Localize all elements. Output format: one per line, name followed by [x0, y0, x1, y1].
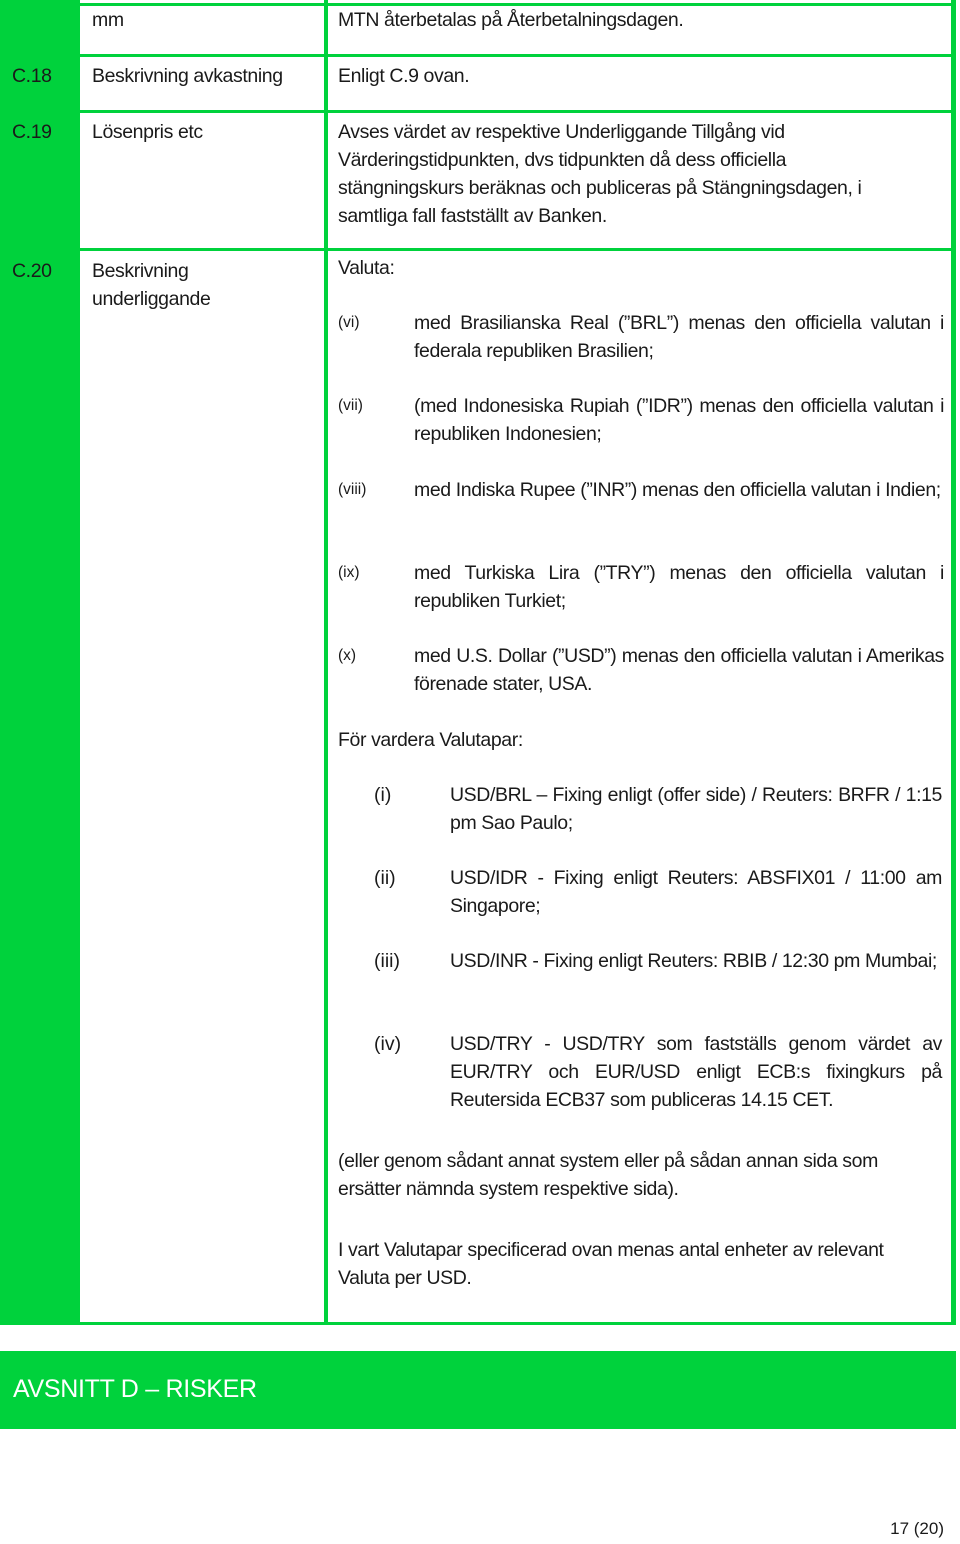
- item-number: (iii): [374, 950, 400, 972]
- row-body: MTN återbetalas på Återbetalningsdagen.: [338, 9, 684, 31]
- item-number: (iv): [374, 1033, 402, 1055]
- row-title: Beskrivning avkastning: [92, 65, 283, 87]
- note-paragraph: (eller genom sådant annat system eller på sådan annan sida som ersätter nämnda system respektive sida).: [338, 1150, 878, 1200]
- item-text: med U.S. Dollar (”USD”) menas den officiella valutan i Amerikas förenade stater, USA.: [414, 645, 944, 695]
- item-number: (vii): [338, 397, 363, 414]
- item-text: (med Indonesiska Rupiah (”IDR”) menas den officiella valutan i republiken Indonesien;: [414, 395, 944, 445]
- section-title: AVSNITT D – RISKER: [13, 1375, 257, 1403]
- row-id: C.18: [12, 65, 52, 87]
- row-body: Enligt C.9 ovan.: [338, 65, 470, 87]
- item-text: USD/BRL – Fixing enligt (offer side) / Reuters: BRFR / 1:15 pm Sao Paulo;: [450, 784, 942, 834]
- item-text: med Turkiska Lira (”TRY”) menas den officiella valutan i republiken Turkiet;: [414, 562, 944, 612]
- item-number: (x): [338, 647, 357, 664]
- item-text: USD/TRY - USD/TRY som fastställs genom värdet av EUR/TRY och EUR/USD enligt ECB:s fixingkurs på Reutersida ECB37 som publiceras 14.15 CET.: [450, 1033, 942, 1111]
- item-number: (ii): [374, 867, 396, 889]
- row-divider: [80, 110, 956, 113]
- item-text: med Indiska Rupee (”INR”) menas den officiella valutan i Indien;: [414, 479, 941, 501]
- page-number: 17 (20): [890, 1519, 944, 1538]
- row-title: Lösenpris etc: [92, 121, 203, 143]
- item-text: USD/INR - Fixing enligt Reuters: RBIB / 12:30 pm Mumbai;: [450, 950, 937, 972]
- column-divider: [324, 0, 328, 1325]
- row-body: Avses värdet av respektive Underliggande Tillgång vid Värderingstidpunkten, dvs tidpunkten då dess officiella stängningskurs beräknas och publiceras på Stängningsdagen, i samtliga fall fastställt av Banken.: [338, 121, 862, 227]
- final-paragraph: I vart Valutapar specificerad ovan menas antal enheter av relevant Valuta per USD.: [338, 1239, 884, 1289]
- row-title: mm: [92, 9, 124, 31]
- table-right-border: [951, 0, 956, 1325]
- row-title: Beskrivning underliggande: [92, 260, 211, 310]
- item-number: (vi): [338, 314, 360, 331]
- table-bottom-border: [80, 1322, 956, 1325]
- row-id: C.19: [12, 121, 52, 143]
- row-id: C.20: [12, 260, 52, 282]
- item-number: (i): [374, 784, 392, 806]
- row-divider: [80, 248, 956, 251]
- item-number: (viii): [338, 481, 367, 498]
- item-text: USD/IDR - Fixing enligt Reuters: ABSFIX01 / 11:00 am Singapore;: [450, 867, 942, 917]
- pairs-label: För vardera Valutapar:: [338, 729, 523, 751]
- item-number: (ix): [338, 564, 360, 581]
- row-divider: [80, 54, 956, 57]
- id-column: [0, 0, 80, 1325]
- valuta-label: Valuta:: [338, 257, 395, 279]
- item-text: med Brasilianska Real (”BRL”) menas den officiella valutan i federala republiken Brasilien;: [414, 312, 944, 362]
